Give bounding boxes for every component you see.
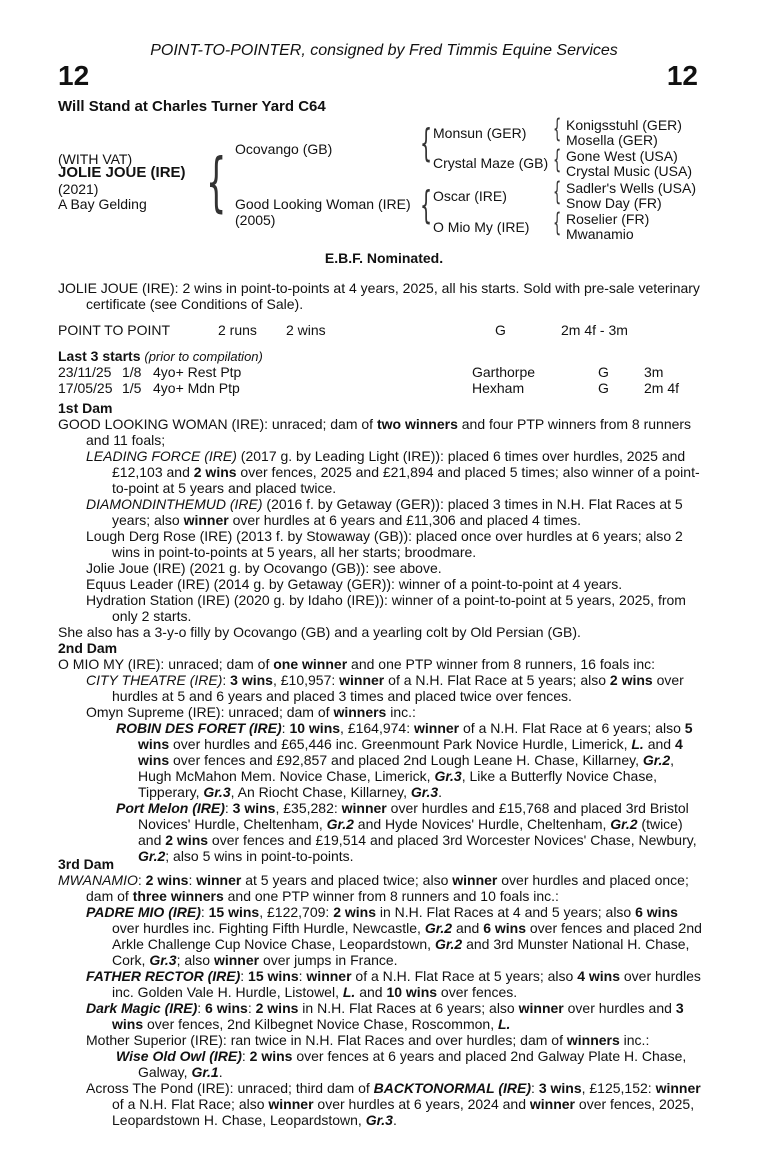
last3-note: (prior to compilation) bbox=[144, 349, 263, 364]
horse-summary bbox=[58, 280, 708, 312]
produce-equus-leader: Equus Leader (IRE) (2014 g. by Getaway (GER)): winner of a point-to-point at 4 years. bbox=[86, 576, 623, 592]
produce-leading-force: LEADING FORCE (IRE) (2017 g. by Leading Light (IRE)): placed 6 times over hurdles, 2025 and £12,103 and 2 wins over fences, 2025 and £21,894 and placed 5 times; also winner of a point-to-point at 5 years and placed twice. bbox=[86, 448, 700, 496]
first-dam-also: She also has a 3-y-o filly by Ocovango (GB) and a yearling colt by Old Persian (GB). bbox=[58, 624, 581, 640]
third-dam-intro: MWANAMIO: 2 wins: winner at 5 years and placed twice; also winner over hurdles and placed once; dam of three winners and one PTP winner from 8 runners and 10 foals inc.: bbox=[58, 872, 689, 904]
produce-city-theatre: CITY THEATRE (IRE): 3 wins, £10,957: winner of a N.H. Flat Race at 5 years; also 2 wins over hurdles at 5 and 6 years and placed 3 times and placed twice over fences. bbox=[86, 672, 684, 704]
sss-name: Konigsstuhl (GER) bbox=[566, 117, 682, 133]
section-heading: 3rd Dam bbox=[58, 856, 115, 872]
start-distance: 3m bbox=[644, 364, 664, 380]
produce-omyn-supreme: Omyn Supreme (IRE): unraced; dam of winners inc.: bbox=[86, 704, 416, 720]
sire-brace-icon: { bbox=[420, 121, 433, 165]
dss-name: Sadler's Wells (USA) bbox=[566, 180, 696, 196]
start-course: Hexham bbox=[472, 380, 525, 396]
ssd-name: Mosella (GER) bbox=[566, 132, 658, 148]
start-position: 1/5 bbox=[122, 380, 142, 396]
start-course: Garthorpe bbox=[472, 364, 536, 380]
second-dam-section bbox=[58, 640, 708, 864]
ptp-label: POINT TO POINT bbox=[58, 322, 171, 338]
second-dam-intro: O MIO MY (IRE): unraced; dam of one winner and one PTP winner from 8 runners, 16 foals inc: bbox=[58, 656, 656, 672]
dds-name: Roselier (FR) bbox=[566, 211, 650, 227]
produce-wise-old-owl: Wise Old Owl (IRE): 2 wins over fences at 6 years and placed 2nd Galway Plate H. Chase, Galway, Gr.1. bbox=[116, 1048, 687, 1080]
first-dam-intro: GOOD LOOKING WOMAN (IRE): unraced; dam of two winners and four PTP winners from 8 runners and 11 foals; bbox=[58, 416, 692, 448]
section-heading: 2nd Dam bbox=[58, 640, 118, 656]
sdd-name: Crystal Music (USA) bbox=[566, 163, 693, 179]
start-going: G bbox=[598, 364, 609, 380]
ptp-going: G bbox=[495, 322, 506, 338]
table-row bbox=[58, 364, 708, 380]
produce-port-melon: Port Melon (IRE): 3 wins, £35,282: winner over hurdles and £15,768 and placed 3rd Bristol Novices' Hurdle, Cheltenham, Gr.2 and Hyde Novices' Hurdle, Cheltenham, Gr.2 (twice) and 2 wins over fences and £19,514 and placed 3rd Worcester Novices' Chase, Newbury, Gr.2; also 5 wins in point-to-points. bbox=[116, 800, 697, 864]
sire-sire: Monsun (GER) bbox=[433, 125, 527, 141]
horse-year: (2021) bbox=[58, 181, 99, 197]
ptp-runs: 2 runs bbox=[218, 322, 257, 338]
dam-brace-icon: { bbox=[420, 183, 433, 227]
start-date: 23/11/25 bbox=[58, 364, 112, 380]
catalogue-subtitle: POINT-TO-POINTER, consigned by Fred Timmis Equine Services bbox=[150, 42, 618, 59]
ebf-note: E.B.F. Nominated. bbox=[324, 250, 444, 266]
sd-brace-icon: { bbox=[553, 145, 562, 175]
produce-hydration-station: Hydration Station (IRE) (2020 g. by Idaho (IRE)): winner of a point-to-point at 5 years, 2025, from only 2 starts. bbox=[86, 592, 686, 624]
ss-brace-icon: { bbox=[553, 114, 562, 144]
main-brace-icon: { bbox=[206, 146, 227, 220]
ptp-record bbox=[58, 322, 708, 338]
produce-jolie-joue: Jolie Joue (IRE) (2021 g. by Ocovango (GB)): see above. bbox=[86, 560, 442, 576]
section-heading: 1st Dam bbox=[58, 400, 113, 416]
produce-padre-mio: PADRE MIO (IRE): 15 wins, £122,709: 2 wins in N.H. Flat Races at 4 and 5 years; also 6 wins over hurdles inc. Fighting Fifth Hurdle, Newcastle, Gr.2 and 6 wins over fences and placed 2nd Arkle Challenge Cup Novice Chase, Leopardstown, Gr.2 and 3rd Munster National H. Chase, Cork, Gr.3; also winner over jumps in France. bbox=[86, 904, 702, 968]
last-starts bbox=[58, 348, 708, 396]
produce-across-the-pond: Across The Pond (IRE): unraced; third dam of BACKTONORMAL (IRE): 3 wins, £125,152: winner of a N.H. Flat Race; also winner over hurdles at 6 years, 2024 and winner over fences, 2025, Leopardstown H. Chase, Leopardstown, Gr.3. bbox=[86, 1080, 701, 1128]
stand-location: Will Stand at Charles Turner Yard C64 bbox=[58, 98, 326, 115]
sire-name: Ocovango (GB) bbox=[235, 141, 333, 157]
produce-diamondinthemud: DIAMONDINTHEMUD (IRE) (2016 f. by Getaway (GER)): placed 3 times in N.H. Flat Races at 5 years; also winner over hurdles at 6 years and £11,306 and placed 4 times. bbox=[86, 496, 683, 528]
third-dam-section bbox=[58, 856, 708, 1128]
ptp-wins: 2 wins bbox=[286, 322, 326, 338]
ddd-name: Mwanamio bbox=[566, 226, 634, 242]
table-row bbox=[58, 380, 708, 396]
lot-number-right: 12 bbox=[666, 60, 698, 91]
ds-brace-icon: { bbox=[553, 177, 562, 207]
produce-mother-superior: Mother Superior (IRE): ran twice in N.H. Flat Races and over hurdles; dam of winners inc.: bbox=[86, 1032, 650, 1048]
start-position: 1/8 bbox=[122, 364, 142, 380]
dd-brace-icon: { bbox=[553, 208, 562, 238]
start-distance: 2m 4f bbox=[644, 380, 680, 396]
horse-name: JOLIE JOUE (IRE) bbox=[58, 164, 186, 181]
vat-note: (WITH VAT) bbox=[58, 151, 133, 167]
start-race: 4yo+ Rest Ptp bbox=[153, 364, 242, 380]
produce-robin-des-foret: ROBIN DES FORET (IRE): 10 wins, £164,974: winner of a N.H. Flat Race at 6 years; also 5 wins over hurdles and £65,446 inc. Greenmount Park Novice Hurdle, Limerick, L. and 4 wins over fences and £92,857 and placed 2nd Lough Leane H. Chase, Killarney, Gr.2, Hugh McMahon Mem. Novice Chase, Limerick, Gr.3, Like a Butterfly Novice Chase, Tipperary, Gr.3, An Riocht Chase, Killarney, Gr.3. bbox=[116, 720, 693, 800]
sds-name: Gone West (USA) bbox=[566, 148, 678, 164]
dam-sire: Oscar (IRE) bbox=[433, 188, 507, 204]
produce-lough-derg-rose: Lough Derg Rose (IRE) (2013 f. by Stowaway (GB)): placed once over hurdles at 6 years; also 2 wins in point-to-points at 5 years, all her starts; broodmare. bbox=[86, 528, 683, 560]
dam-name: Good Looking Woman (IRE) bbox=[235, 196, 411, 212]
produce-dark-magic: Dark Magic (IRE): 6 wins: 2 wins in N.H. Flat Races at 6 years; also winner over hurdles and 3 wins over fences, 2nd Kilbegnet Novice Chase, Roscommon, L. bbox=[86, 1000, 684, 1032]
last3-title: Last 3 starts bbox=[58, 348, 141, 364]
dam-dam: O Mio My (IRE) bbox=[433, 219, 530, 235]
dsd-name: Snow Day (FR) bbox=[566, 195, 662, 211]
start-date: 17/05/25 bbox=[58, 380, 113, 396]
ptp-distance: 2m 4f - 3m bbox=[561, 322, 628, 338]
sire-dam: Crystal Maze (GB) bbox=[433, 155, 549, 171]
summary-text: JOLIE JOUE (IRE): 2 wins in point-to-points at 4 years, 2025, all his starts. Sold with pre-sale veterinary certificate (see Conditions of Sale). bbox=[58, 280, 700, 312]
horse-description: A Bay Gelding bbox=[58, 196, 147, 212]
start-race: 4yo+ Mdn Ptp bbox=[153, 380, 240, 396]
start-going: G bbox=[598, 380, 609, 396]
lot-number-left: 12 bbox=[58, 60, 90, 91]
dam-year: (2005) bbox=[235, 212, 276, 228]
first-dam-section bbox=[58, 400, 708, 640]
produce-father-rector: FATHER RECTOR (IRE): 15 wins: winner of a N.H. Flat Race at 5 years; also 4 wins over hurdles inc. Golden Vale H. Hurdle, Listowel, L. and 10 wins over fences. bbox=[86, 968, 701, 1000]
